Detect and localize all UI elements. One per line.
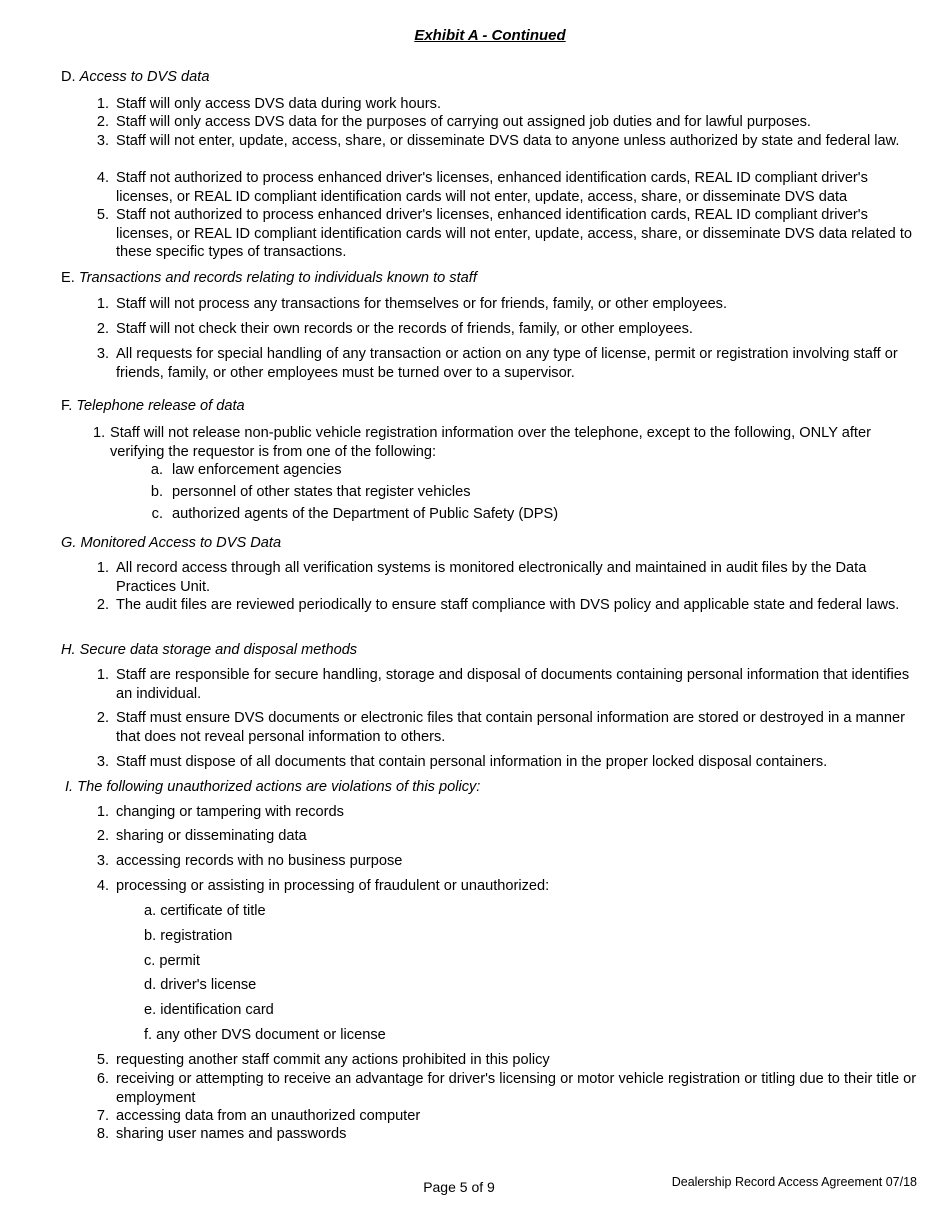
item-number: 6. bbox=[96, 1071, 109, 1087]
item-number: 3. bbox=[96, 853, 109, 869]
sub-list-item: d. driver's license bbox=[144, 977, 257, 993]
item-number: 7. bbox=[96, 1108, 109, 1124]
section-title: Access to DVS data bbox=[79, 69, 210, 85]
section-label: F. bbox=[61, 398, 73, 414]
item-number: 2. bbox=[96, 114, 109, 130]
item-number: 1. bbox=[96, 804, 109, 820]
section-g-heading: G. Monitored Access to DVS Data bbox=[61, 535, 282, 551]
item-text: Staff will only access DVS data during work hours. bbox=[116, 96, 441, 112]
section-title: Transactions and records relating to individuals known to staff bbox=[78, 270, 477, 286]
section-h-heading: H. Secure data storage and disposal methods bbox=[61, 642, 358, 658]
item-text: Staff not authorized to process enhanced driver's licenses, enhanced identification cards, REAL ID compliant driver's licenses, or REAL ID compliant identification cards will not enter, update, access, share, or disseminate DVS data related to these specific types of transactions. bbox=[116, 207, 913, 260]
item-number: 1. bbox=[96, 667, 109, 683]
item-text: accessing data from an unauthorized computer bbox=[116, 1108, 421, 1124]
sub-list-item: b. registration bbox=[144, 928, 233, 944]
item-text: personnel of other states that register vehicles bbox=[172, 484, 471, 500]
item-number: 3. bbox=[96, 133, 109, 149]
item-number: 2. bbox=[96, 597, 109, 613]
section-f-heading bbox=[61, 397, 245, 416]
item-number: 5. bbox=[96, 207, 109, 223]
page-title: Exhibit A - Continued bbox=[414, 27, 566, 44]
item-number: 1. bbox=[96, 96, 109, 112]
item-number: 8. bbox=[96, 1126, 109, 1142]
item-text: Staff will not check their own records or the records of friends, family, or other employees. bbox=[116, 321, 693, 337]
item-text: Staff not authorized to process enhanced driver's licenses, enhanced identification cards, REAL ID compliant driver's licenses, or REAL ID compliant identification cards will not enter, update, access, share, or disseminate DVS data bbox=[116, 170, 868, 205]
item-text: Staff are responsible for secure handling, storage and disposal of documents containing personal information that identifies an individual. bbox=[116, 667, 910, 702]
page-number: Page 5 of 9 bbox=[423, 1179, 495, 1195]
item-text: All requests for special handling of any transaction or action on any type of license, permit or registration involving staff or friends, family, or other employees must be turned over to a supervisor. bbox=[116, 346, 898, 381]
item-text: receiving or attempting to receive an advantage for driver's licensing or motor vehicle registration or titling due to their title or employment bbox=[116, 1071, 917, 1106]
item-letter: b. bbox=[150, 484, 163, 500]
item-letter: c. bbox=[151, 506, 163, 522]
sub-list-item: e. identification card bbox=[144, 1002, 274, 1018]
item-number: 1. bbox=[96, 560, 109, 576]
item-number: 1. bbox=[96, 296, 109, 312]
item-number: 2. bbox=[96, 828, 109, 844]
item-text: processing or assisting in processing of fraudulent or unauthorized: bbox=[116, 878, 550, 894]
item-text: Staff will not enter, update, access, share, or disseminate DVS data to anyone unless authorized by state and federal law. bbox=[116, 133, 900, 149]
item-number: 3. bbox=[96, 754, 109, 770]
sub-list-item: c. permit bbox=[144, 953, 200, 969]
item-number: 1. bbox=[93, 425, 106, 441]
sub-list-item: a. certificate of title bbox=[144, 903, 266, 919]
item-letter: a. bbox=[150, 462, 163, 478]
item-text: All record access through all verification systems is monitored electronically and maintained in audit files by the Data Practices Unit. bbox=[116, 560, 867, 595]
item-number: 5. bbox=[96, 1052, 109, 1068]
item-text: Staff will not release non-public vehicle registration information over the telephone, except to the following, ONLY after verifying the requestor is from one of the following: bbox=[110, 425, 871, 460]
item-text: Staff must dispose of all documents that contain personal information in the proper locked disposal containers. bbox=[116, 754, 828, 770]
item-number: 2. bbox=[96, 710, 109, 726]
item-number: 4. bbox=[96, 170, 109, 186]
section-title: Telephone release of data bbox=[76, 398, 245, 414]
section-label: D. bbox=[61, 69, 76, 85]
item-number: 3. bbox=[96, 346, 109, 362]
item-text: Staff must ensure DVS documents or electronic files that contain personal information are stored or destroyed in a manner that does not reveal personal information to others. bbox=[116, 710, 906, 745]
item-text: The audit files are reviewed periodically to ensure staff compliance with DVS policy and applicable state and federal laws. bbox=[116, 597, 900, 613]
section-d-heading bbox=[61, 68, 209, 87]
item-text: Staff will only access DVS data for the purposes of carrying out assigned job duties and for lawful purposes. bbox=[116, 114, 811, 130]
item-text: sharing or disseminating data bbox=[116, 828, 307, 844]
item-text: authorized agents of the Department of Public Safety (DPS) bbox=[172, 506, 559, 522]
item-number: 2. bbox=[96, 321, 109, 337]
item-text: sharing user names and passwords bbox=[116, 1126, 347, 1142]
item-text: requesting another staff commit any actions prohibited in this policy bbox=[116, 1052, 550, 1068]
item-text: law enforcement agencies bbox=[172, 462, 342, 478]
section-label: E. bbox=[61, 270, 75, 286]
section-e-heading bbox=[61, 269, 477, 288]
item-text: accessing records with no business purpose bbox=[116, 853, 403, 869]
sub-list-item: f. any other DVS document or license bbox=[144, 1027, 386, 1043]
item-number: 4. bbox=[96, 878, 109, 894]
item-text: Staff will not process any transactions for themselves or for friends, family, or other employees. bbox=[116, 296, 728, 312]
document-footer: Dealership Record Access Agreement 07/18 bbox=[671, 1175, 917, 1189]
section-i-heading: I. The following unauthorized actions are violations of this policy: bbox=[65, 779, 481, 795]
item-text: changing or tampering with records bbox=[116, 804, 344, 820]
